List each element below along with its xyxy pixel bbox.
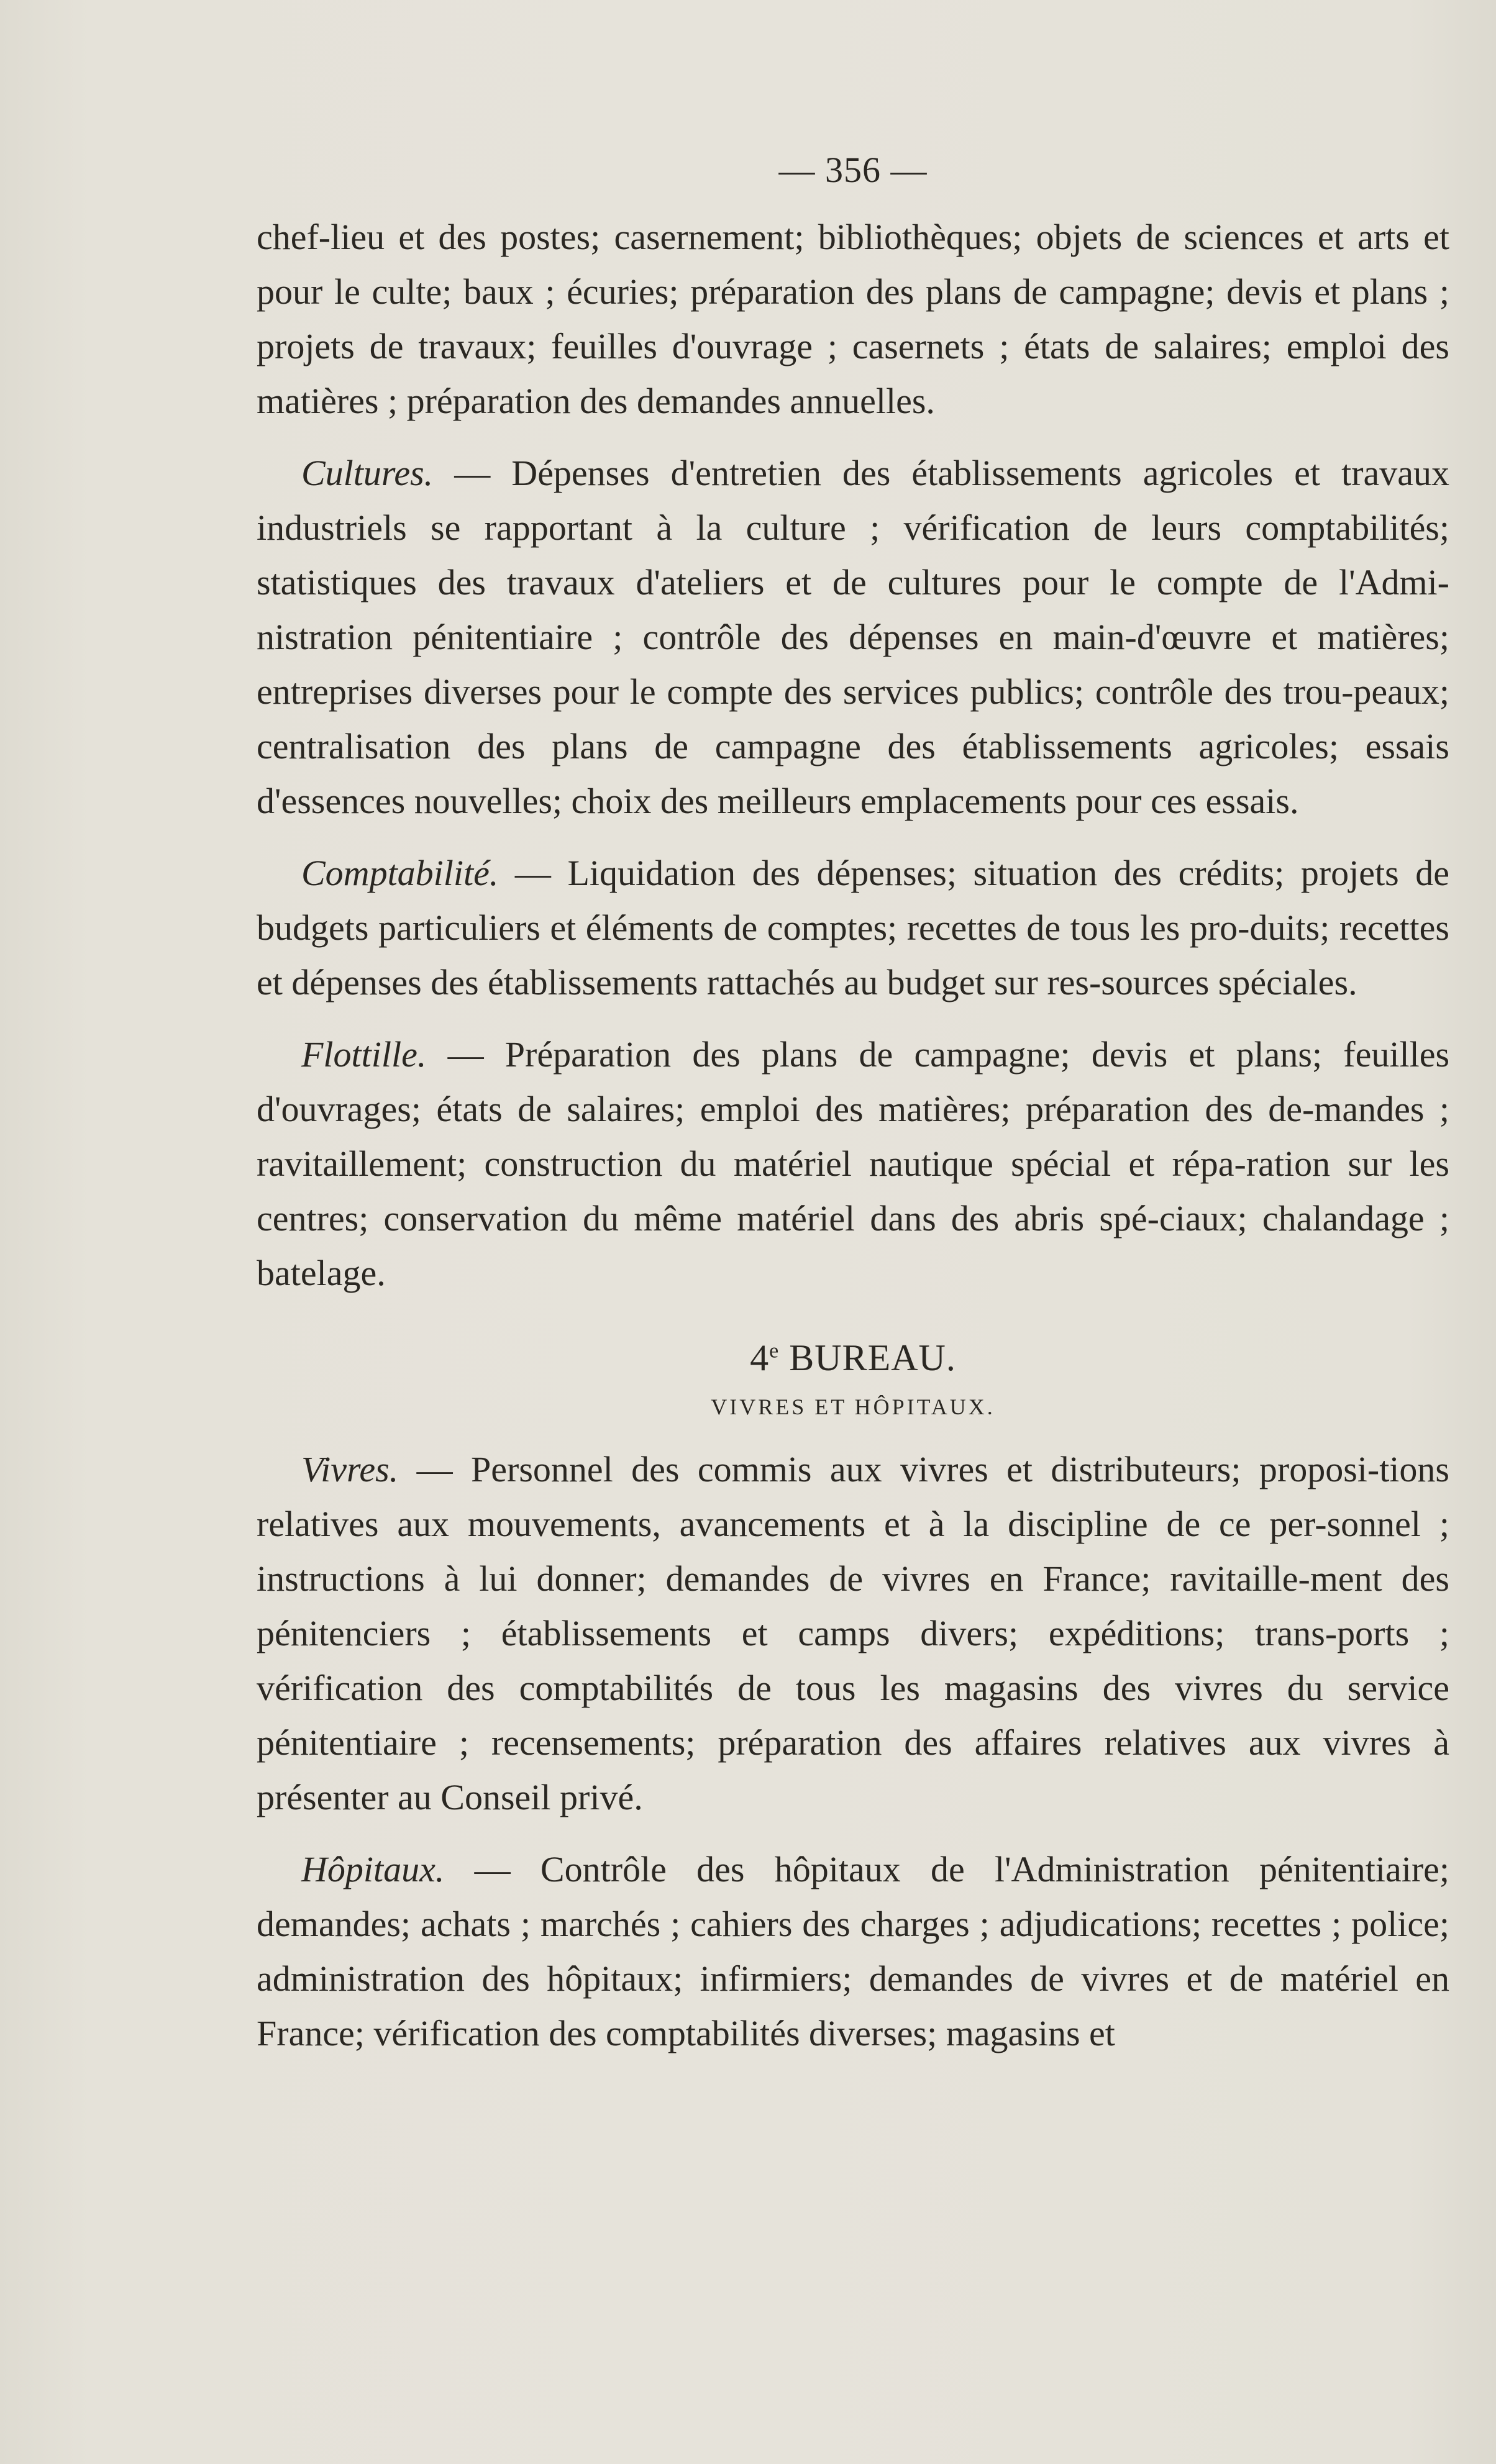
paragraph-lead-cultures: Cultures.: [301, 453, 434, 493]
section-heading: [257, 1330, 1449, 1385]
section-heading-superscript: e: [769, 1339, 780, 1363]
paragraph-cultures: [257, 446, 1449, 829]
paragraph-flottille: [257, 1027, 1449, 1301]
paragraph-text: — Dépenses d'entretien des établissements agricoles et travaux industriels se rapportant à la culture ; vérification de leurs comptabilités; statistiques des travaux d'ateliers et de cultures pour le compte de l'Admi-nistration pénitentiaire ; contrôle des dépenses en main-d'œuvre et matières; entreprises diverses pour le compte des services publics; contrôle des trou-peaux; centralisation des plans de campagne des établissements agricoles; essais d'essences nouvelles; choix des meilleurs emplacements pour ces essais.: [257, 453, 1449, 821]
paragraph-comptabilite: [257, 846, 1449, 1010]
paragraph-vivres: [257, 1442, 1449, 1825]
page-number: — 356 —: [778, 150, 928, 190]
paragraph-text: chef-lieu et des postes; casernement; bibliothèques; objets de sciences et arts et pour le culte; baux ; écuries; préparation des plans de campagne; devis et plans ; projets de travaux; feuilles d'ouvrage ; casernets ; états de salaires; emploi des matières ; préparation des demandes annuelles.: [257, 217, 1449, 421]
paragraph-lead-comptabilite: Comptabilité.: [301, 853, 499, 893]
paragraph-lead-flottille: Flottille.: [301, 1034, 427, 1075]
paragraph-text: — Liquidation des dépenses; situation des crédits; projets de budgets particuliers et éléments de comptes; recettes de tous les pro-duits; recettes et dépenses des établissements rattachés au budget sur res-sources spéciales.: [257, 853, 1449, 1002]
section-heading-number: 4: [750, 1337, 770, 1378]
paragraph-continuation: [257, 210, 1449, 429]
paragraph-text: — Contrôle des hôpitaux de l'Administration pénitentiaire; demandes; achats ; marchés ; cahiers des charges ; adjudications; recettes ; police; administration des hôpitaux; infirmiers; demandes de vivres et de matériel en France; vérification des comptabilités diverses; magasins et: [257, 1849, 1449, 2053]
paragraph-lead-hopitaux: Hôpitaux.: [301, 1849, 445, 1889]
paragraph-lead-vivres: Vivres.: [301, 1449, 399, 1489]
paragraph-text: — Préparation des plans de campagne; devis et plans; feuilles d'ouvrages; états de salaires; emploi des matières; préparation des de-mandes ; ravitaillement; construction du matériel nautique spécial et répa-ration sur les centres; conservation du même matériel dans des abris spé-ciaux; chalandage ; batelage.: [257, 1034, 1450, 1293]
paragraph-text: — Personnel des commis aux vivres et distributeurs; proposi-tions relatives aux mouvements, avancements et à la discipline de ce per-sonnel ; instructions à lui donner; demandes de vivres en France; ravitaille-ment des pénitenciers ; établissements et camps divers; expéditions; trans-ports ; vérification des comptabilités de tous les magasins des vivres du service pénitentiaire ; recensements; préparation des affaires relatives aux vivres à présenter au Conseil privé.: [257, 1449, 1449, 1817]
page-text-block: [257, 143, 1449, 2078]
section-subheading: VIVRES ET HÔPITAUX.: [711, 1394, 995, 1419]
section-heading-title: BUREAU.: [789, 1337, 956, 1378]
paragraph-hopitaux: [257, 1842, 1449, 2061]
